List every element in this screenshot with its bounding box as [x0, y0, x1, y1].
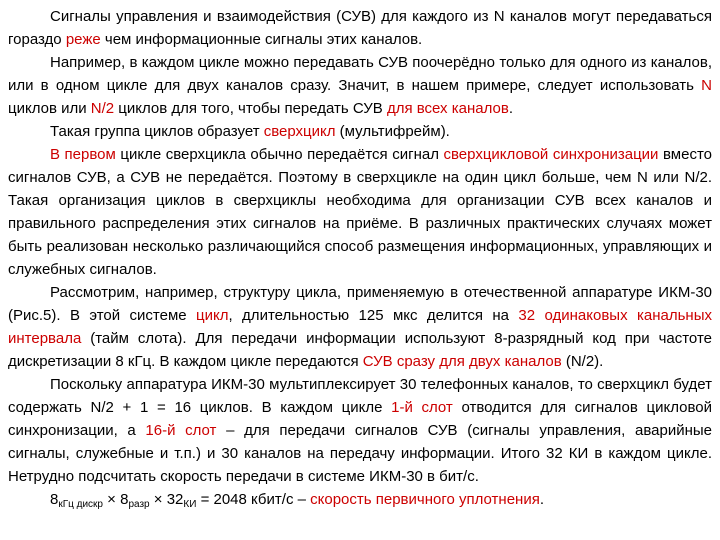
text-run: Рассмотрим, например, структуру цикла, применяемую в отечественной аппаратуре ИКМ-30 (Рис.5). В этой системе: [8, 284, 712, 324]
text-run: × 8: [103, 491, 129, 508]
text-run: Такая группа циклов образует: [50, 123, 264, 140]
text-run: вместо сигналов СУВ, а СУВ не передаётся. Поэтому в сверхцикле на один цикл больше, чем N или N/2. Такая организация циклов в сверхциклы необходима для организации СУВ всех каналов и правильного распределения этих сигналов на приёме. В различных практических случаях может быть реализован несколько различающийся способ размещения информационных, управляющих и служебных сигналов.: [8, 146, 712, 278]
text-run: × 32: [149, 491, 184, 508]
text-run: 8: [50, 491, 59, 508]
text-run: циклов для того, чтобы передать СУВ: [114, 100, 387, 117]
highlighted-term: СУВ сразу для двух каналов: [362, 353, 562, 370]
paragraph: [8, 488, 712, 511]
paragraph: [8, 281, 712, 373]
paragraph: [8, 143, 712, 281]
text-run: (N/2).: [561, 353, 604, 370]
highlighted-term: 32 одинаковых канальных интервала: [8, 307, 712, 347]
text-run: циклов или: [8, 100, 91, 117]
highlighted-term: сверхцикл: [263, 123, 336, 140]
text-run: Поскольку аппаратура ИКМ-30 мультиплексирует 30 телефонных каналов, то сверхцикл будет содержать N/2 + 1 = 16 циклов. В каждом цикле: [8, 376, 712, 416]
highlighted-term: цикл: [196, 307, 229, 324]
text-run: Например, в каждом цикле можно передавать СУВ поочерёдно только для одного из каналов, или в одном цикле для двух каналов сразу. Значит, в нашем примере, следует использовать: [8, 54, 712, 94]
paragraph: [8, 51, 712, 120]
highlighted-term: N: [701, 77, 712, 94]
highlighted-term: реже: [65, 31, 101, 48]
paragraph: [8, 5, 712, 51]
highlighted-term: 1-й слот: [391, 399, 453, 416]
text-run: = 2048 кбит/с –: [196, 491, 311, 508]
text-run: .: [508, 100, 513, 117]
subscript-text: кГц дискр: [58, 499, 103, 510]
subscript-text: разр: [128, 499, 150, 510]
text-run: чем информационные сигналы этих каналов.: [100, 31, 423, 48]
subscript-text: КИ: [183, 499, 197, 510]
highlighted-term: N/2: [90, 100, 115, 117]
text-run: (тайм слота). Для передачи информации используют 8-разрядный код при частоте дискретизации 8 кГц. В каждом цикле передаются: [8, 330, 712, 370]
paragraph: [8, 373, 712, 488]
text-run: .: [539, 491, 544, 508]
highlighted-term: скорость первичного уплотнения: [310, 491, 540, 508]
text-run: отводится для сигналов цикловой синхронизации, а: [8, 399, 712, 439]
highlighted-term: 16-й слот: [145, 422, 217, 439]
text-run: цикле сверхцикла обычно передаётся сигнал: [115, 146, 444, 163]
text-run: (мультифрейм).: [335, 123, 450, 140]
text-run: , длительностью 125 мкс делится на: [228, 307, 519, 324]
text-run: Сигналы управления и взаимодействия (СУВ) для каждого из N каналов могут передаваться гораздо: [8, 8, 712, 48]
highlighted-term: сверхцикловой синхронизации: [443, 146, 659, 163]
highlighted-term: В первом: [50, 146, 116, 163]
paragraph: [8, 120, 712, 143]
highlighted-term: для всех каналов: [386, 100, 509, 117]
text-run: – для передачи сигналов СУВ (сигналы управления, аварийные сигналы, служебные и т.п.) и 30 каналов на передачу информации. Итого 32 КИ в каждом цикле. Нетрудно подсчитать скорость передачи в системе ИКМ-30 в бит/с.: [8, 422, 712, 485]
